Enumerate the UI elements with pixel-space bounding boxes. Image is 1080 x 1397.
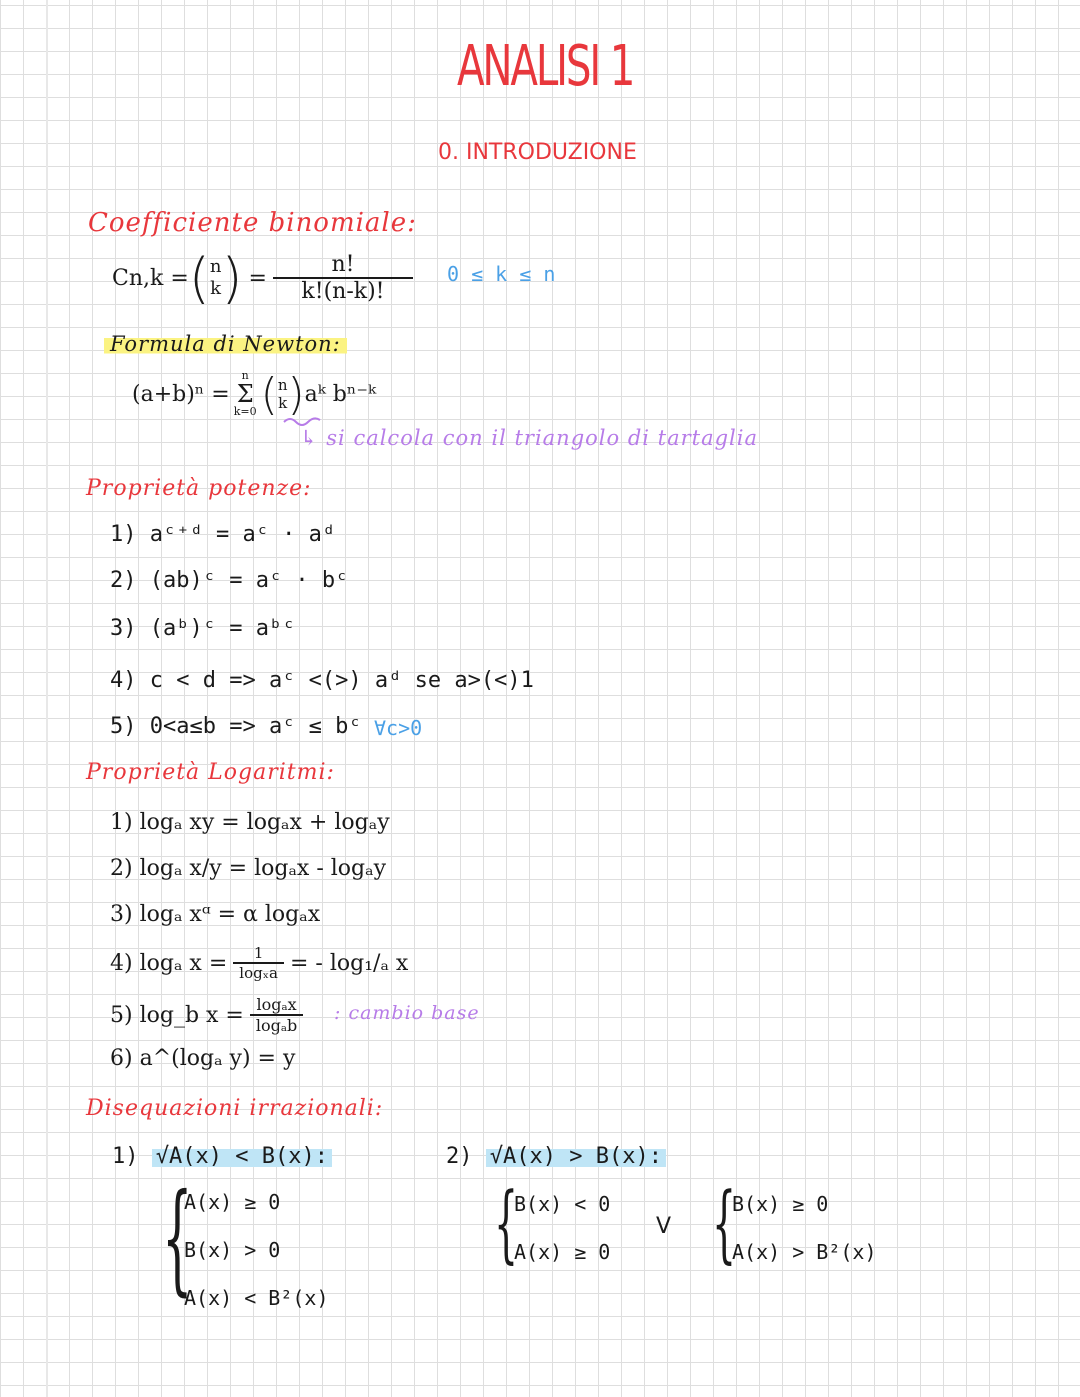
logs-item-4-suffix: = - log₁/ₐ x <box>290 950 409 976</box>
binomial-fraction <box>273 252 413 304</box>
case2a-cond-2: A(x) ≥ 0 <box>514 1240 611 1264</box>
newton-binom-top: n <box>277 376 288 394</box>
tilde-mark <box>282 414 322 426</box>
logs-item-5-fraction <box>250 995 303 1035</box>
powers-item-5-note: ∀c>0 <box>374 716 423 740</box>
case2-title: √A(x) > B(x): <box>486 1144 666 1169</box>
sum-upper: n <box>241 369 249 382</box>
binomial-numerator: n! <box>273 252 413 279</box>
case2-row <box>446 1144 666 1169</box>
logs-item-2: 2) logₐ x/y = logₐx - logₐy <box>110 856 387 881</box>
binomial-lhs: Cn,k = <box>112 265 189 291</box>
logs-item-4-den: logₓa <box>239 964 278 982</box>
sum-symbol: Σ <box>236 380 254 408</box>
powers-item-3: 3) (aᵇ)ᶜ = aᵇᶜ <box>110 616 296 641</box>
binomial-symbol: (n k) <box>188 246 243 310</box>
powers-item-2: 2) (ab)ᶜ = aᶜ · bᶜ <box>110 568 349 593</box>
irrational-heading: Disequazioni irrazionali: <box>86 1096 384 1121</box>
binomial-condition: 0 ≤ k ≤ n <box>447 262 556 286</box>
case1-label: 1) <box>112 1144 139 1169</box>
logs-item-4-num: 1 <box>233 944 284 964</box>
logs-item-6: 6) a^(logₐ y) = y <box>110 1046 296 1071</box>
binomial-formula <box>112 248 413 308</box>
newton-binom-bottom: k <box>278 394 288 412</box>
powers-item-4: 4) c < d => aᶜ <(>) aᵈ se a>(<)1 <box>110 668 534 693</box>
binom-bottom: k <box>210 278 222 299</box>
case2-label: 2) <box>446 1144 473 1169</box>
case2b-cond-1: B(x) ≥ 0 <box>732 1192 829 1216</box>
logs-item-5-den: logₐb <box>255 1016 298 1035</box>
logs-item-5-note: : cambio base <box>334 1002 480 1024</box>
binomial-eq: = <box>248 265 267 291</box>
newton-sum <box>234 369 257 419</box>
case2-brace-a: { <box>494 1174 519 1272</box>
or-symbol: V <box>656 1214 672 1239</box>
binomial-heading: Coefficiente binomiale: <box>88 208 417 238</box>
section-subtitle: 0. INTRODUZIONE <box>438 140 637 165</box>
case1-cond-3: A(x) < B²(x) <box>184 1286 329 1310</box>
logs-item-1: 1) logₐ xy = logₐx + logₐy <box>110 810 390 835</box>
page-margin-line <box>46 0 48 1397</box>
case2b-cond-2: A(x) > B²(x) <box>732 1240 877 1264</box>
logs-item-4-fraction <box>233 944 284 982</box>
case1-cond-1: A(x) ≥ 0 <box>184 1190 281 1214</box>
powers-heading: Proprietà potenze: <box>86 476 312 501</box>
newton-term: aᵏ bⁿ⁻ᵏ <box>304 381 377 407</box>
logs-item-5 <box>110 988 309 1042</box>
page-title: ANALISI 1 <box>457 34 634 99</box>
newton-heading: Formula di Newton: <box>104 332 347 356</box>
case1-row <box>112 1144 332 1169</box>
binom-top: n <box>209 256 222 277</box>
newton-note: ↳ si calcola con il triangolo di tartaglia <box>300 426 759 450</box>
logs-item-5-prefix: 5) log_b x = <box>110 1002 244 1028</box>
binomial-denominator: k!(n-k)! <box>301 279 385 304</box>
logs-item-5-num: logₐx <box>250 995 303 1016</box>
logs-item-4-prefix: 4) logₐ x = <box>110 950 228 976</box>
sum-lower: k=0 <box>233 405 257 418</box>
newton-formula <box>132 364 376 424</box>
case2a-cond-1: B(x) < 0 <box>514 1192 611 1216</box>
case1-cond-2: B(x) > 0 <box>184 1238 281 1262</box>
newton-binomial: (n k) <box>260 368 305 420</box>
logs-item-3: 3) logₐ xᵅ = α logₐx <box>110 902 321 927</box>
case2-brace-b: { <box>712 1174 737 1272</box>
logs-item-4 <box>110 938 408 988</box>
newton-lhs: (a+b)ⁿ = <box>132 381 230 407</box>
powers-item-5: 5) 0<a≤b => aᶜ ≤ bᶜ <box>110 714 362 739</box>
logs-heading: Proprietà Logaritmi: <box>86 760 335 785</box>
case1-title: √A(x) < B(x): <box>152 1144 332 1169</box>
case1-brace: { <box>162 1169 193 1308</box>
powers-item-1: 1) aᶜ⁺ᵈ = aᶜ · aᵈ <box>110 522 336 547</box>
